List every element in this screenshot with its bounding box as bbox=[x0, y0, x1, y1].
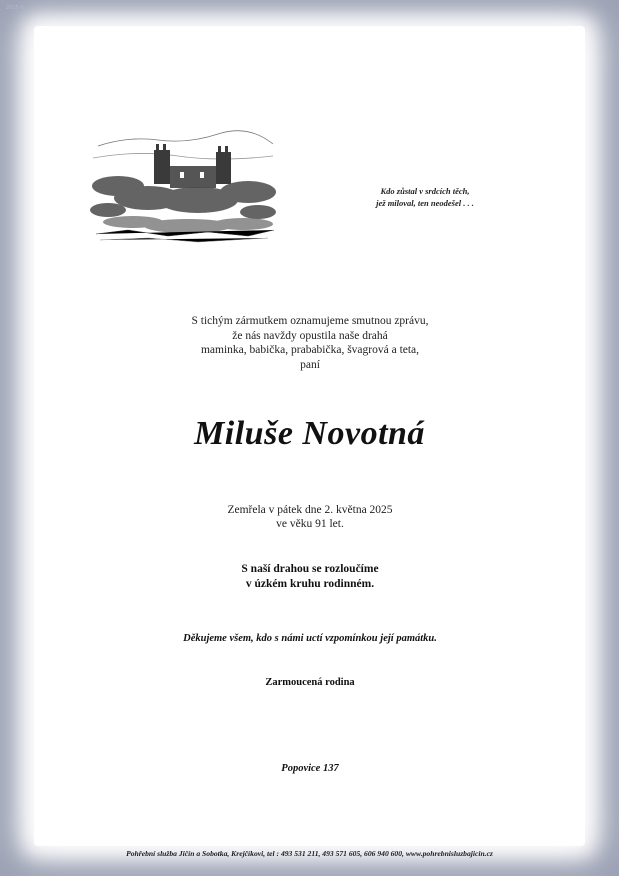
thanks-line: Děkujeme všem, kdo s námi uctí vzpomínkou její památku. bbox=[183, 633, 437, 644]
intro-text bbox=[130, 314, 490, 372]
intro-line: že nás navždy opustila naše drahá bbox=[232, 329, 388, 342]
farewell-line: v úzkém kruhu rodinném. bbox=[245, 577, 375, 590]
castle-sketch-illustration bbox=[88, 126, 278, 244]
death-date-line: Zemřela v pátek dne 2. května 2025 bbox=[227, 504, 393, 516]
motto-line: Kdo zůstal v srdcích těch, bbox=[380, 186, 470, 196]
deceased-name: Miluše Novotná bbox=[194, 415, 425, 452]
corner-mark: 2025-0 bbox=[6, 5, 24, 11]
intro-line: paní bbox=[300, 358, 320, 371]
funeral-service-footer: Pohřební služba Jičín a Sobotka, Krejčíkovi, tel : 493 531 211, 493 571 605, 606 940 600, www.pohrebnisluzbajicin.cz bbox=[126, 849, 493, 858]
farewell-note bbox=[150, 562, 470, 591]
death-info bbox=[150, 503, 470, 531]
intro-line: S tichým zármutkem oznamujeme smutnou zprávu, bbox=[191, 315, 429, 327]
address: Popovice 137 bbox=[281, 763, 339, 774]
age-line: ve věku 91 let. bbox=[276, 518, 344, 530]
farewell-line: S naší drahou se rozloučíme bbox=[241, 563, 379, 575]
motto-line: jež miloval, ten neodešel . . . bbox=[376, 198, 474, 208]
motto bbox=[340, 185, 510, 209]
signature: Zarmoucená rodina bbox=[265, 677, 355, 688]
intro-line: maminka, babička, prababička, švagrová a teta, bbox=[200, 344, 420, 356]
